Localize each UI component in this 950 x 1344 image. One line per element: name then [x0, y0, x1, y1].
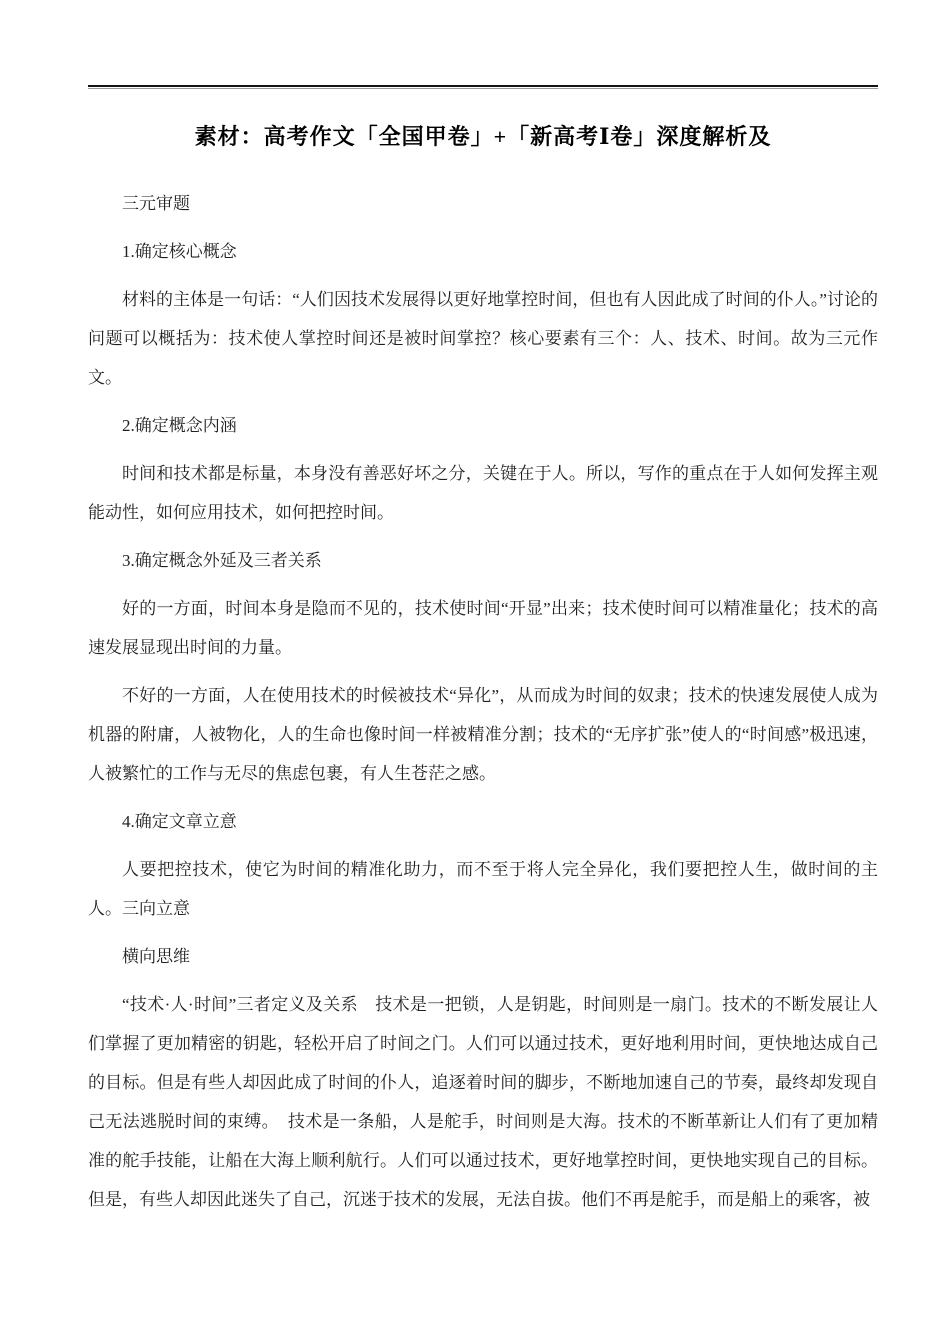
- body-paragraph: 好的一方面，时间本身是隐而不见的，技术使时间“开显”出来；技术使时间可以精准量化；技术的高速发展显现出时间的力量。: [88, 599, 878, 657]
- body-paragraph: “技术·人·时间”三者定义及关系 技术是一把锁，人是钥匙，时间则是一扇门。技术的不断发展让人们掌握了更加精密的钥匙，轻松开启了时间之门。人们可以通过技术，更好地利用时间，更快地达成自己的目标。但是有些人却因此成了时间的仆人，追逐着时间的脚步，不断地加速自己的节奏，最终却发现自己无法逃脱时间的束缚。 技术是一条船，人是舵手，时间则是大海。技术的不断革新让人们有了更加精准的舵手技能，让船在大海上顺利航行。人们可以通过技术，更好地掌控时间，更快地实现自己的目标。但是，有些人却因此迷失了自己，沉迷于技术的发展，无法自拔。他们不再是舵手，而是船上的乘客，被: [88, 995, 878, 1209]
- section-heading: 三元审题: [122, 194, 190, 213]
- body-paragraph: 材料的主体是一句话：“人们因技术发展得以更好地掌控时间，但也有人因此成了时间的仆人。”讨论的问题可以概括为：技术使人掌控时间还是被时间掌控？核心要素有三个：人、技术、时间。故为三元作文。: [88, 290, 878, 387]
- section-heading: 2.确定概念内涵: [122, 416, 237, 435]
- section-heading: 4.确定文章立意: [122, 812, 237, 831]
- body-paragraph: 不好的一方面，人在使用技术的时候被技术“异化”，从而成为时间的奴隶；技术的快速发展使人成为机器的附庸，人被物化，人的生命也像时间一样被精准分割；技术的“无序扩张”使人的“时间感”极迅速，人被繁忙的工作与无尽的焦虑包裹，有人生苍茫之感。: [88, 686, 878, 783]
- document-content: [88, 89, 878, 1228]
- section-heading: 1.确定核心概念: [122, 242, 237, 261]
- document-title: 素材：高考作文「全国甲卷」+「新高考Ⅰ卷」深度解析及: [194, 124, 772, 149]
- body-paragraph: 人要把控技术，使它为时间的精准化助力，而不至于将人完全异化，我们要把控人生，做时间的主人。三向立意: [88, 860, 878, 918]
- section-heading: 横向思维: [122, 947, 190, 966]
- section-heading: 3.确定概念外延及三者关系: [122, 551, 322, 570]
- body-paragraph: 时间和技术都是标量，本身没有善恶好坏之分，关键在于人。所以，写作的重点在于人如何发挥主观能动性，如何应用技术，如何把控时间。: [88, 464, 878, 522]
